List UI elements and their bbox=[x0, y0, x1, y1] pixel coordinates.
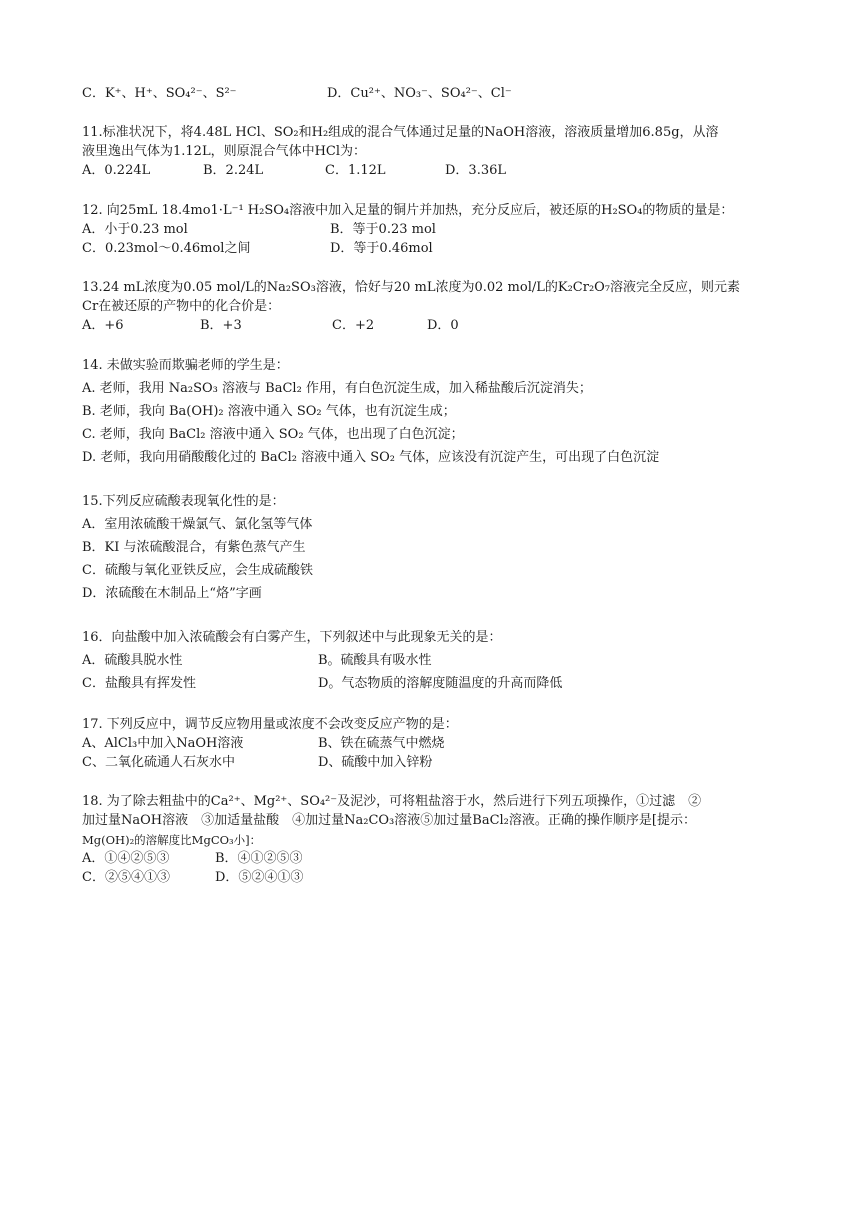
q10-option-d: D．Cu²⁺、NO₃⁻、SO₄²⁻、Cl⁻ bbox=[327, 86, 512, 101]
q12-option-c: C．0.23mol～0.46mol之间 bbox=[82, 241, 251, 256]
q13-option-c: C．+2 bbox=[332, 318, 375, 333]
q11-option-d: D．3.36L bbox=[445, 163, 507, 178]
q17-option-a: A、AlCl₃中加入NaOH溶液 bbox=[82, 736, 244, 751]
q15-option-d: D．浓硫酸在木制品上“烙”字画 bbox=[82, 586, 262, 601]
q14-option-b: B. 老师，我向 Ba(OH)₂ 溶液中通入 SO₂ 气体，也有沉淀生成； bbox=[82, 404, 456, 419]
q18-option-c: C．②⑤④①③ bbox=[82, 870, 170, 885]
q11-option-c: C．1.12L bbox=[325, 163, 386, 178]
q11-stem-line2: 液里逸出气体为1.12L，则原混合气体中HCl为： bbox=[82, 144, 367, 159]
q13-stem-line2: Cr在被还原的产物中的化合价是： bbox=[82, 299, 281, 314]
q12-option-a: A．小于0.23 mol bbox=[82, 222, 188, 237]
q12-stem: 12. 向25mL 18.4mo1·L⁻¹ H₂SO₄溶液中加入足量的铜片并加热，充分反应后，被还原的H₂SO₄的物质的量是： bbox=[82, 203, 734, 218]
q14-option-c: C. 老师，我向 BaCl₂ 溶液中通入 SO₂ 气体，也出现了白色沉淀； bbox=[82, 427, 464, 442]
q15-stem: 15.下列反应硫酸表现氧化性的是： bbox=[82, 494, 285, 509]
q13-stem-line1: 13.24 mL浓度为0.05 mol/L的Na₂SO₃溶液，恰好与20 mL浓度为0.02 mol/L的K₂Cr₂O₇溶液完全反应，则元素 bbox=[82, 280, 741, 295]
q16-stem: 16．向盐酸中加入浓硫酸会有白雾产生，下列叙述中与此现象无关的是： bbox=[82, 630, 502, 645]
q16-option-a: A．硫酸具脱水性 bbox=[82, 653, 183, 668]
q16-option-c: C．盐酸具有挥发性 bbox=[82, 676, 196, 691]
q13-option-d: D．0 bbox=[427, 318, 459, 333]
q11-option-b: B．2.24L bbox=[203, 163, 264, 178]
q18-stem-line2: 加过量NaOH溶液 ③加适量盐酸 ④加过量Na₂CO₃溶液⑤加过量BaCl₂溶液。正确的操作顺序是[提示： bbox=[82, 813, 696, 828]
q18-stem-line1: 18. 为了除去粗盐中的Ca²⁺、Mg²⁺、SO₄²⁻及泥沙，可将粗盐溶于水，然后进行下列五项操作，①过滤 ② bbox=[82, 794, 702, 809]
q18-option-a: A．①④②⑤③ bbox=[82, 851, 170, 866]
q11-option-a: A．0.224L bbox=[82, 163, 151, 178]
q12-option-d: D．等于0.46mol bbox=[330, 241, 433, 256]
q17-option-d: D、硫酸中加入锌粉 bbox=[318, 755, 433, 770]
q18-stem-line3: Mg(OH)₂的溶解度比MgCO₃小]： bbox=[82, 833, 262, 847]
q14-stem: 14. 未做实验而欺骗老师的学生是： bbox=[82, 358, 289, 373]
q17-option-b: B、铁在硫蒸气中燃烧 bbox=[318, 736, 445, 751]
q11-stem-line1: 11.标准状况下，将4.48L HCl、SO₂和H₂组成的混合气体通过足量的NaOH溶液，溶液质量增加6.85g，从溶 bbox=[82, 125, 719, 140]
q13-option-b: B．+3 bbox=[200, 318, 242, 333]
q15-option-c: C．硫酸与氧化亚铁反应，会生成硫酸铁 bbox=[82, 563, 313, 578]
q10-option-c: C．K⁺、H⁺、SO₄²⁻、S²⁻ bbox=[82, 86, 237, 101]
q18-option-d: D．⑤②④①③ bbox=[215, 870, 304, 885]
q13-option-a: A．+6 bbox=[82, 318, 124, 333]
q16-option-d: D。气态物质的溶解度随温度的升高而降低 bbox=[318, 676, 563, 691]
q16-option-b: B。硫酸具有吸水性 bbox=[318, 653, 432, 668]
q14-option-d: D. 老师，我向用硝酸酸化过的 BaCl₂ 溶液中通入 SO₂ 气体，应该没有沉淀产生，可出现了白色沉淀 bbox=[82, 450, 660, 465]
q15-option-a: A．室用浓硫酸干燥氯气、氯化氢等气体 bbox=[82, 517, 313, 532]
q14-option-a: A. 老师，我用 Na₂SO₃ 溶液与 BaCl₂ 作用，有白色沉淀生成，加入稀盐酸后沉淀消失； bbox=[82, 381, 592, 396]
q17-stem: 17. 下列反应中，调节反应物用量或浓度不会改变反应产物的是： bbox=[82, 717, 458, 732]
q17-option-c: C、二氧化硫通人石灰水中 bbox=[82, 755, 235, 770]
q12-option-b: B．等于0.23 mol bbox=[330, 222, 436, 237]
q15-option-b: B．KI 与浓硫酸混合，有紫色蒸气产生 bbox=[82, 540, 306, 555]
q18-option-b: B．④①②⑤③ bbox=[215, 851, 303, 866]
